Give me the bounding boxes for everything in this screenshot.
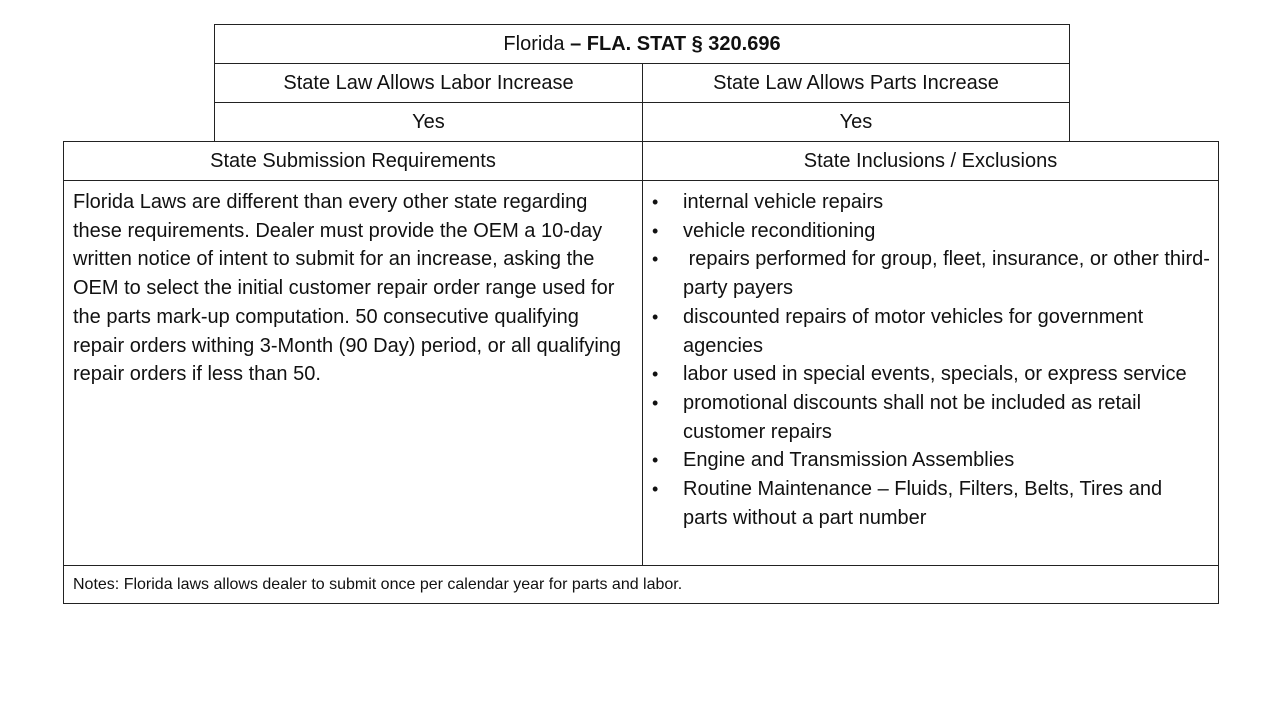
list-item <box>652 446 1210 475</box>
list-item-text: Routine Maintenance – Fluids, Filters, Belts, Tires and parts without a part number <box>683 478 1163 529</box>
bullet-icon: • <box>652 249 659 270</box>
statute-citation: FLA. STAT § 320.696 <box>586 32 781 55</box>
inclusions-exclusions-cell <box>642 180 1219 566</box>
bullet-icon: • <box>652 192 659 212</box>
labor-increase-value <box>214 102 643 142</box>
list-item-text: discounted repairs of motor vehicles for government agencies <box>683 305 1144 357</box>
list-item-text: repairs performed for group, fleet, insurance, or other third-party payers <box>683 248 1210 300</box>
parts-increase-value <box>642 102 1070 142</box>
submission-requirements-text: Florida Laws are different than every other state regarding these requirements. Dealer must provide the OEM a 10-day written notice of intent to submit for an increase, asking the OEM to select the initial customer repair order range used for the parts mark-up computation. 50 consecutive qualifying repair orders withing 3-Month (90 Day) period, or all qualifying repair orders if less than 50. <box>73 191 622 386</box>
submission-requirements-header <box>63 141 643 181</box>
inclusions-exclusions-header-label: State Inclusions / Exclusions <box>803 149 1058 172</box>
labor-increase-header <box>214 63 643 103</box>
list-item <box>652 217 1210 246</box>
inclusions-exclusions-header <box>642 141 1219 181</box>
list-item-text: internal vehicle repairs <box>683 191 884 213</box>
title-separator: – <box>564 32 587 55</box>
bullet-icon: • <box>652 450 659 471</box>
list-item <box>652 245 1210 302</box>
submission-requirements-header-label: State Submission Requirements <box>210 149 496 172</box>
list-item-text: vehicle reconditioning <box>683 219 876 242</box>
inclusions-list <box>652 188 1210 532</box>
bullet-icon: • <box>652 306 659 327</box>
state-name: Florida <box>503 32 565 55</box>
table-title-cell <box>214 24 1070 64</box>
notes-cell <box>63 565 1219 604</box>
parts-increase-value-label: Yes <box>839 110 873 133</box>
bullet-icon: • <box>652 220 659 241</box>
list-item <box>652 360 1210 389</box>
list-item-text: labor used in special events, specials, or express service <box>683 363 1187 386</box>
labor-increase-value-label: Yes <box>412 110 445 133</box>
list-item <box>652 389 1210 446</box>
parts-increase-header <box>642 63 1070 103</box>
list-item <box>652 303 1210 360</box>
labor-increase-header-label: State Law Allows Labor Increase <box>283 71 574 94</box>
list-item-text: promotional discounts shall not be included as retail customer repairs <box>683 391 1142 443</box>
bullet-icon: • <box>652 479 659 500</box>
list-item <box>652 188 1210 217</box>
list-item-text: Engine and Transmission Assemblies <box>683 449 1015 472</box>
bullet-icon: • <box>652 364 659 385</box>
bullet-icon: • <box>652 392 659 413</box>
notes-text: Notes: Florida laws allows dealer to submit once per calendar year for parts and labor. <box>73 575 683 593</box>
submission-requirements-cell <box>63 180 643 566</box>
parts-increase-header-label: State Law Allows Parts Increase <box>713 71 999 94</box>
list-item <box>652 475 1210 532</box>
